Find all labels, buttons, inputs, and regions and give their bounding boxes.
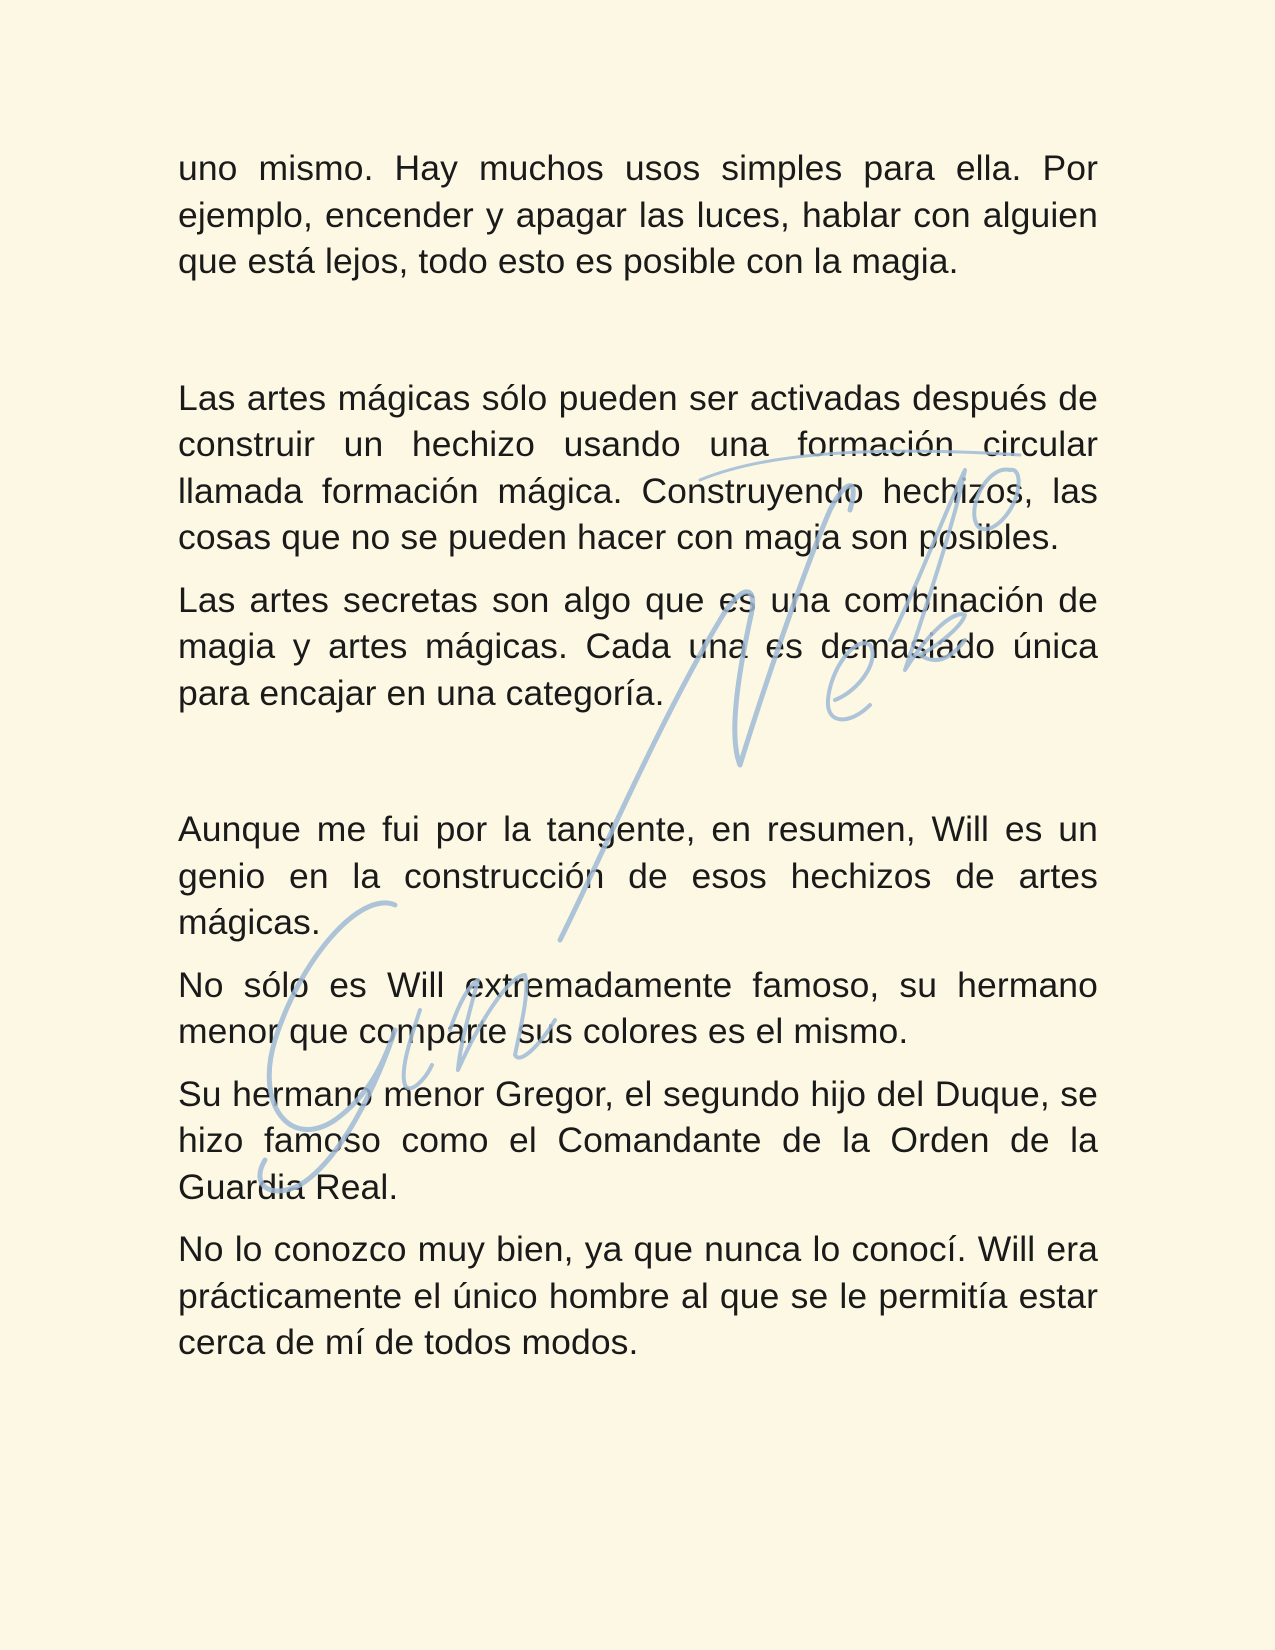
paragraph-spacing (178, 561, 1098, 577)
paragraph-spacing (178, 946, 1098, 962)
paragraph-3: Las artes secretas son algo que es una combinación de magia y artes mágicas. Cada una es demasiado única para encajar en una categoría. (178, 579, 1098, 713)
paragraph-1: uno mismo. Hay muchos usos simples para ella. Por ejemplo, encender y apagar las luces, hablar con alguien que está lejos, todo esto es posible con la magia. (178, 148, 1098, 281)
paragraph-4: Aunque me fui por la tangente, en resumen, Will es un genio en la construcción de esos hechizos de artes mágicas. (178, 809, 1098, 942)
paragraph-6: Su hermano menor Gregor, el segundo hijo del Duque, se hizo famoso como el Comandante de la Orden de la Guardia Real. (178, 1073, 1098, 1207)
paragraph-5: No sólo es Will extremadamente famoso, su hermano menor que comparte sus colores es el mismo. (178, 964, 1098, 1051)
paragraph-7: No lo conozco muy bien, ya que nunca lo conocí. Will era prácticamente el único hombre al que se le permitía estar cerca de mí de todos modos. (178, 1229, 1098, 1362)
paragraph-spacing (178, 1055, 1098, 1071)
text-column (178, 145, 1098, 1366)
paragraph-spacing (178, 1210, 1098, 1226)
paragraph-2: Las artes mágicas sólo pueden ser activadas después de construir un hechizo usando una formación circular llamada formación mágica. Construyendo hechizos, las cosas que no se pueden hacer con magia son posibles. (178, 377, 1098, 557)
paragraph-break (178, 285, 1098, 375)
paragraph-break (178, 716, 1098, 806)
